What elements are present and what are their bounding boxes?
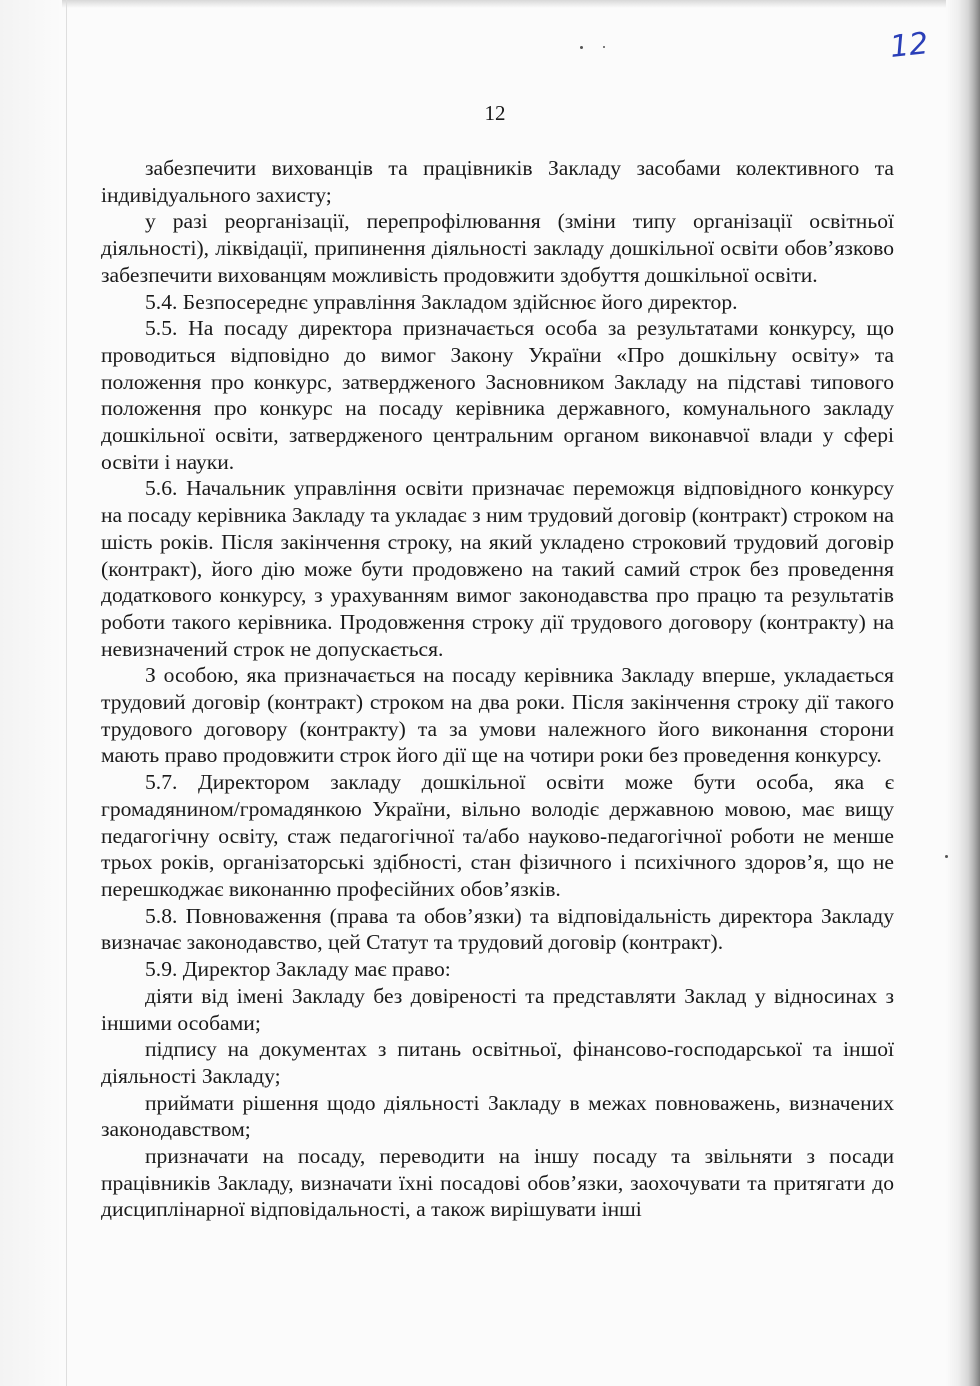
scan-left-margin [0,0,62,1386]
paragraph: 5.5. На посаду директора призначається особа за результатами конкурсу, що проводиться відповідно до вимог Закону України «Про дошкільну освіту» та положення про конкурс, затвердженого Засновником Закладу на підставі типового положення про конкурс на посаду керівника державного, комунального закладу дошкільної освіти, затвердженого центральним органом виконавчої влади у сфері освіти і науки. [101,316,894,474]
handwritten-page-number: 12 [888,26,930,65]
paragraph: 5.6. Начальник управління освіти призначає переможця відповідного конкурсу на посаду керівника Закладу та укладає з ним трудовий договір (контракт) строком на шість років. Після закінчення строку, на який укладено строковий трудовий договір (контракт), його дію може бути продовжено на такий самий строк без проведення додаткового конкурсу, з урахуванням вимог законодавства про працю та результатів роботи такого керівника. Продовження строку дії трудового договору (контракту) на невизначений строк не допускається. [101,476,894,661]
scan-speck [945,855,948,858]
scan-right-edge [946,0,980,1386]
paragraph: діяти від імені Закладу без довіреності та представляти Заклад у відносинах з іншими особами; [101,983,894,1035]
paragraph: 5.9. Директор Закладу має право: [145,957,451,982]
paragraph: у разі реорганізації, перепрофілювання (зміни типу організації освітньої діяльності), ліквідації, припинення діяльності закладу дошкільної освіти обов’язково забезпечити вихованцям можливість продовжити здобуття дошкільної освіти. [101,209,894,287]
paragraph: 5.4. Безпосереднє управління Закладом здійснює його директор. [145,289,738,314]
scan-top-edge [0,0,980,8]
scan-speck [603,46,605,48]
document-body [101,155,894,1223]
paragraph: забезпечити вихованців та працівників Закладу засобами колективного та індивідуального захисту; [101,156,894,207]
paragraph: призначати на посаду, переводити на іншу посаду та звільняти з посади працівників Закладу, визначати їхні посадові обов’язки, заохочувати та притягати до дисциплінарної відповідальності, а також вирішувати інші [101,1144,894,1222]
paragraph: З особою, яка призначається на посаду керівника Закладу вперше, укладається трудовий договір (контракт) строком на два роки. Після закінчення строку дії такого трудового договору (контракту) та за умови належного його виконання сторони мають право продовжити строк його дії ще на чотири роки без проведення конкурсу. [101,663,894,768]
paragraph: приймати рішення щодо діяльності Закладу в межах повноважень, визначених законодавством; [101,1090,894,1142]
paragraph: 5.7. Директором закладу дошкільної освіти може бути особа, яка є громадянином/громадянкою України, вільно володіє державною мовою, має вищу педагогічну освіту, стаж педагогічної та/або науково-педагогічної роботи не менше трьох років, організаторські здібності, стан фізичного і психічного здоров’я, що не перешкоджає виконанню професійних обов’язків. [101,770,894,901]
paragraph: 5.8. Повноваження (права та обов’язки) та відповідальність директора Закладу визначає законодавство, цей Статут та трудовий договір (контракт). [101,903,894,955]
page-number: 12 [484,101,506,125]
paragraph: підпису на документах з питань освітньої, фінансово-господарської та іншої діяльності Закладу; [101,1037,894,1088]
scan-speck [580,46,583,49]
